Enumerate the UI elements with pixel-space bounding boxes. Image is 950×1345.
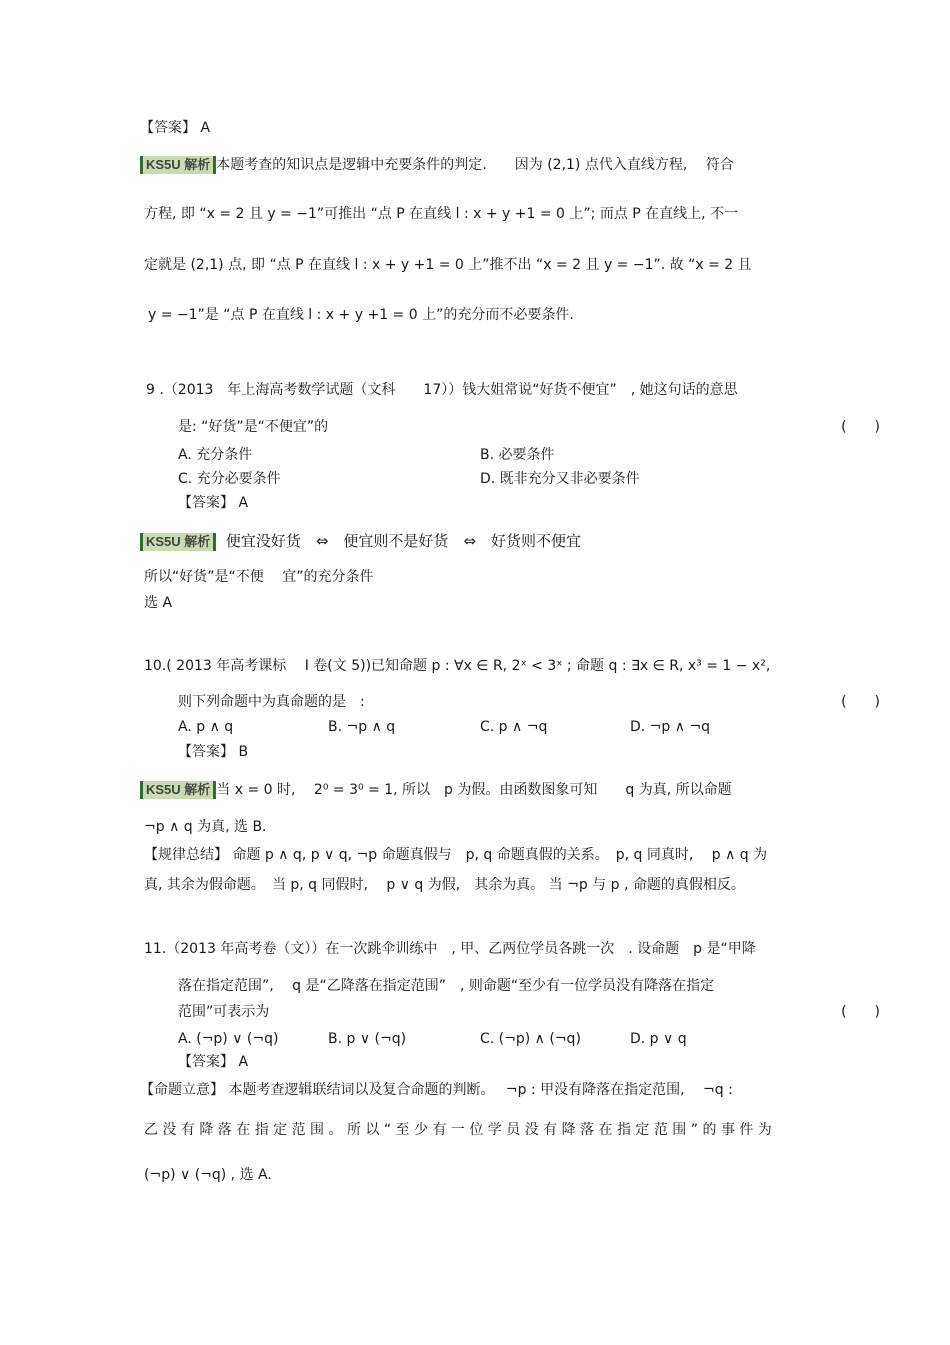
q11-intent-2: 乙 没 有 降 落 在 指 定 范 围 。 所 以 “ 至 少 有 一 位 学 员 没 有 降 落 在 指 定 范 围 ” 的 事 件 为 [144, 1122, 772, 1138]
q10-answer-paren: ( ) [841, 694, 880, 710]
q10-rule-summary-2: 真, 其余为假命题。 当 p, q 同假时, p ∨ q 为假, 其余为真。 当 ¬p 与 p , 命题的真假相反。 [144, 877, 745, 893]
q11-option-c: C. (¬p) ∧ (¬q) [480, 1031, 581, 1047]
q9-analysis-line-2: 所以“好货”是“不便 宜”的充分条件 [144, 569, 374, 585]
ks5u-badge: KS5U 解析 [140, 156, 216, 174]
q8-answer: 【答案】 A [140, 120, 211, 136]
q11-option-a: A. (¬p) ∨ (¬q) [178, 1031, 279, 1047]
q10-option-b: B. ¬p ∧ q [328, 719, 396, 735]
q9-option-b: B. 必要条件 [480, 447, 555, 463]
q9-stem-1: 9 .（2013 年上海高考数学试题（文科 17））钱大姐常说“好货不便宜” , 她这句话的意思 [146, 382, 738, 398]
q10-option-a: A. p ∧ q [178, 719, 234, 735]
q9-stem-2: 是: “好货”是“不便宜”的 [178, 419, 329, 435]
q11-stem-3: 范围”可表示为 [178, 1004, 270, 1020]
q9-answer: 【答案】 A [178, 495, 249, 511]
q11-stem-2: 落在指定范围”, q 是“乙降落在指定范围” , 则命题“至少有一位学员没有降落在指定 [178, 978, 715, 994]
q9-analysis: KS5U 解析 便宜没好货 ⇔ 便宜则不是好货 ⇔ 好货则不便宜 [140, 531, 581, 551]
q8-analysis-line-1: KS5U 解析 本题考查的知识点是逻辑中充要条件的判定. 因为 (2,1) 点代入直线方程, 符合 [140, 155, 734, 175]
q9-option-a: A. 充分条件 [178, 447, 253, 463]
q10-analysis-line-2: ¬p ∧ q 为真, 选 B. [144, 819, 267, 835]
q8-analysis-line-3: 定就是 (2,1) 点, 即 “点 P 在直线 l : x + y +1 = 0 上”推不出 “x = 2 且 y = −1”. 故 “x = 2 且 [144, 257, 752, 273]
q8-analysis-line-2: 方程, 即 “x = 2 且 y = −1”可推出 “点 P 在直线 l : x + y +1 = 0 上”; 而点 P 在直线上, 不一 [144, 206, 739, 222]
q11-intent-1: 【命题立意】 本题考查逻辑联结词以及复合命题的判断。 ¬p : 甲没有降落在指定范围, ¬q : [140, 1082, 733, 1098]
q9-option-c: C. 充分必要条件 [178, 471, 281, 487]
q11-option-b: B. p ∨ (¬q) [328, 1031, 407, 1047]
q10-option-c: C. p ∧ ¬q [480, 719, 548, 735]
q10-stem-1: 10.( 2013 年高考课标 I 卷(文 5))已知命题 p : ∀x ∈ R, 2ˣ < 3ˣ ; 命题 q : ∃x ∈ R, x³ = 1 − x², [144, 658, 771, 674]
q10-analysis: KS5U 解析 当 x = 0 时, 2⁰ = 3⁰ = 1, 所以 p 为假。由函数图象可知 q 为真, 所以命题 [140, 780, 732, 800]
q11-intent-3: (¬p) ∨ (¬q) , 选 A. [144, 1167, 272, 1183]
q11-stem-1: 11.（2013 年高考卷（文））在一次跳伞训练中 , 甲、乙两位学员各跳一次 . 设命题 p 是“甲降 [144, 941, 756, 957]
q11-answer: 【答案】 A [178, 1054, 249, 1070]
q10-option-d: D. ¬p ∧ ¬q [630, 719, 711, 735]
q10-rule-summary-1: 【规律总结】 命题 p ∧ q, p ∨ q, ¬p 命题真假与 p, q 命题真假的关系。 p, q 同真时, p ∧ q 为 [144, 847, 768, 863]
q9-analysis-line-3: 选 A [144, 595, 173, 611]
ks5u-badge: KS5U 解析 [140, 781, 216, 799]
ks5u-badge: KS5U 解析 [140, 533, 216, 551]
q10-answer: 【答案】 B [178, 744, 249, 760]
q11-option-d: D. p ∨ q [630, 1031, 687, 1047]
q11-answer-paren: ( ) [841, 1004, 880, 1020]
q9-option-d: D. 既非充分又非必要条件 [480, 471, 640, 487]
q8-analysis-line-4: y = −1”是 “点 P 在直线 l : x + y +1 = 0 上”的充分而不必要条件. [148, 307, 574, 323]
q9-answer-paren: ( ) [841, 419, 880, 435]
q10-stem-2: 则下列命题中为真命题的是 : [178, 694, 365, 710]
